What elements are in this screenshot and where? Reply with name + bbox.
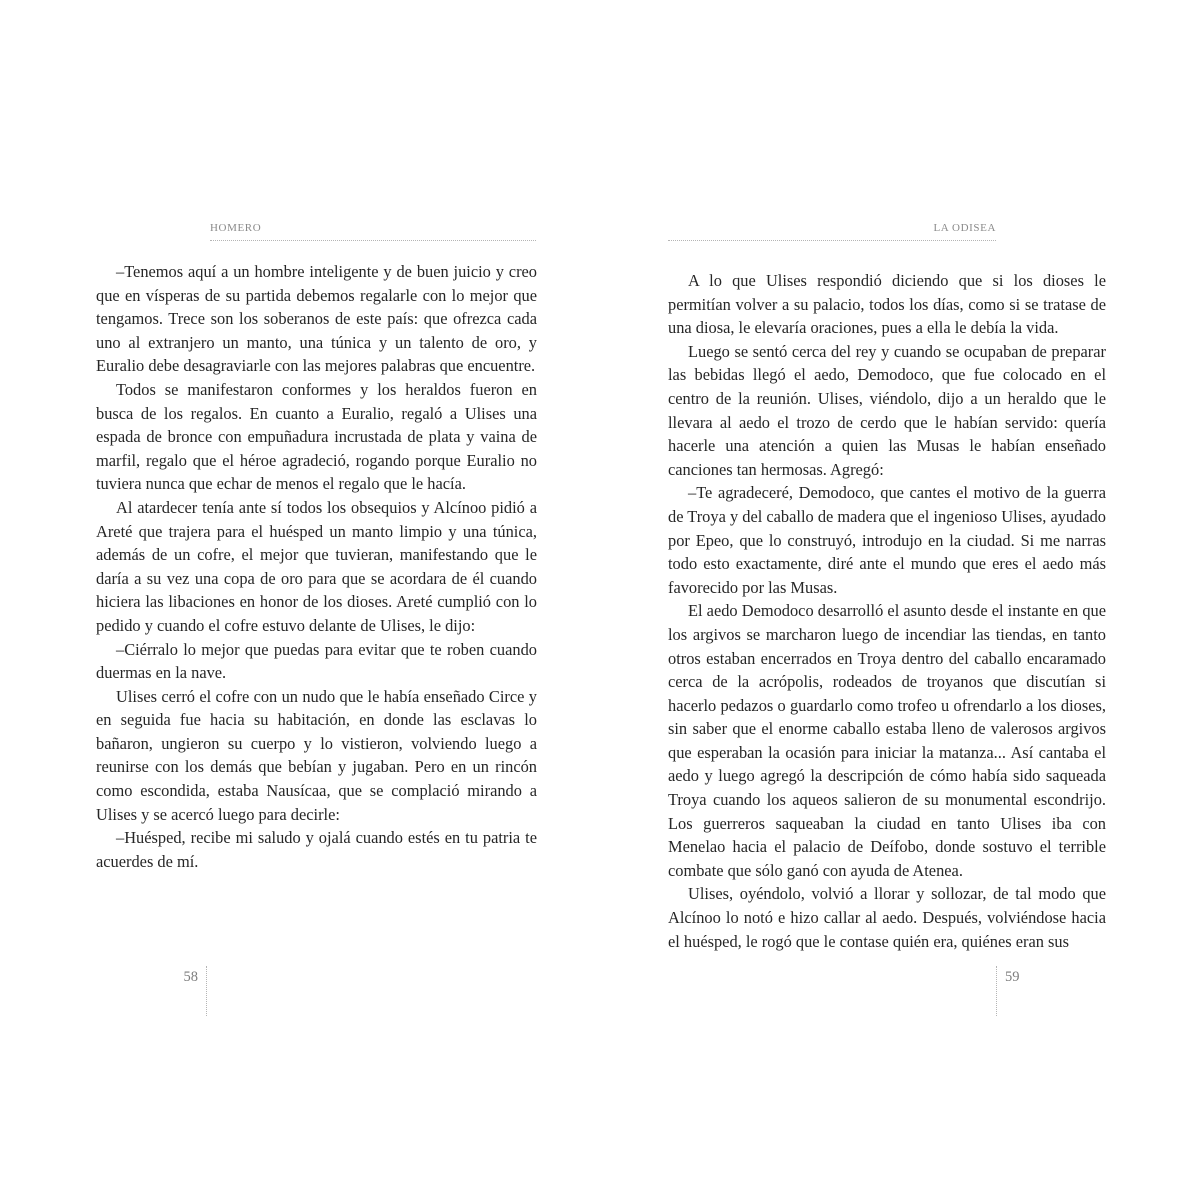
paragraph: –Te agradeceré, Demodoco, que cantes el motivo de la guerra de Troya y del caballo de madera que el ingenioso Ulises, ayudado por Epeo, que lo construyó, introdujo en la ciudad. Si me narras todo esto exactamente, diré ante el mundo que eres el aedo más favorecido por las Musas. — [668, 483, 1106, 597]
paragraph: –Ciérralo lo mejor que puedas para evitar que te roben cuando duermas en la nave. — [96, 639, 537, 683]
paragraph: Todos se manifestaron conformes y los heraldos fueron en busca de los regalos. En cuanto a Euralio, regaló a Ulises una espada de bronce con empuñadura incrustada de plata y vaina de marfil, regalo que el héroe agradeció, rogando porque Euralio no tuviera nunca que echar de menos el regalo que le hacía. — [96, 379, 537, 494]
paragraph: Ulises cerró el cofre con un nudo que le había enseñado Circe y en seguida fue hacia su habitación, en donde las esclavas lo bañaron, ungieron su cuerpo y lo vistieron, volviendo luego a reunirse con los demás que bebían y jugaban. Pero en un rincón como escondida, estaba Nausícaa, que se complació mirando a Ulises y se acercó luego para decirle: — [96, 686, 537, 824]
left-page-text — [96, 260, 537, 873]
running-head-title: LA ODISEA — [668, 220, 996, 241]
running-head-author: HOMERO — [210, 220, 536, 241]
page-number-left: 58 — [150, 966, 207, 1016]
paragraph: –Tenemos aquí a un hombre inteligente y de buen juicio y creo que en vísperas de su partida debemos regalarle con lo mejor que tengamos. Trece son los soberanos de este país: que ofrezca cada uno al extranjero un manto, una túnica y un talento de oro, y Euralio debe desagraviarle con las mejores palabras que encuentre. — [96, 262, 537, 376]
right-page-text — [668, 269, 1106, 953]
paragraph: Al atardecer tenía ante sí todos los obsequios y Alcínoo pidió a Areté que trajera para el huésped un manto limpio y una túnica, además de un cofre, el mejor que tuvieran, manifestando que le daría a su vez una copa de oro para que se acordara de él cuando hiciera las libaciones en honor de los dioses. Areté cumplió con lo pedido y cuando el cofre estuvo delante de Ulises, le dijo: — [96, 497, 537, 635]
paragraph: –Huésped, recibe mi saludo y ojalá cuando estés en tu patria te acuerdes de mí. — [96, 828, 537, 871]
right-page — [600, 0, 1200, 1200]
paragraph: Ulises, oyéndolo, volvió a llorar y sollozar, de tal modo que Alcínoo lo notó e hizo callar al aedo. Después, volviéndose hacia el huésped, le rogó que le contase quién era, quiénes eran sus — [668, 884, 1106, 951]
paragraph: A lo que Ulises respondió diciendo que si los dioses le permitían volver a su palacio, todos los días, como si se tratase de una diosa, le elevaría oraciones, pues a ella le debía la vida. — [668, 271, 1106, 338]
paragraph: Luego se sentó cerca del rey y cuando se ocupaban de preparar las bebidas llegó el aedo, Demodoco, que fue colocado en el centro de la reunión. Ulises, viéndolo, dijo a un heraldo que le llevara al aedo el trozo de cerdo que le habían servido: quería hacerle una atención a quien las Musas le habían enseñado canciones tan hermosas. Agregó: — [668, 341, 1106, 479]
paragraph: El aedo Demodoco desarrolló el asunto desde el instante en que los argivos se marcharon luego de incendiar las tiendas, en tanto otros estaban encerrados en Troya dentro del caballo encaramado cerca de la acrópolis, rodeados de troyanos que discutían si hacerlo pedazos o guardarlo como trofeo u ofrendarlo a los dioses, sin saber que el enorme caballo estaba lleno de valerosos argivos que esperaban la ocasión para iniciar la matanza... Así cantaba el aedo y luego agregó la descripción de cómo había sido saqueada Troya cuando los aqueos salieron de su monumental escondrijo. Los guerreros saqueaban la ciudad en tanto Ulises iba con Menelao hacia el palacio de Deífobo, donde sostuvo el terrible combate que sólo ganó con ayuda de Atenea. — [668, 601, 1106, 880]
page-number-right: 59 — [996, 966, 1036, 1016]
